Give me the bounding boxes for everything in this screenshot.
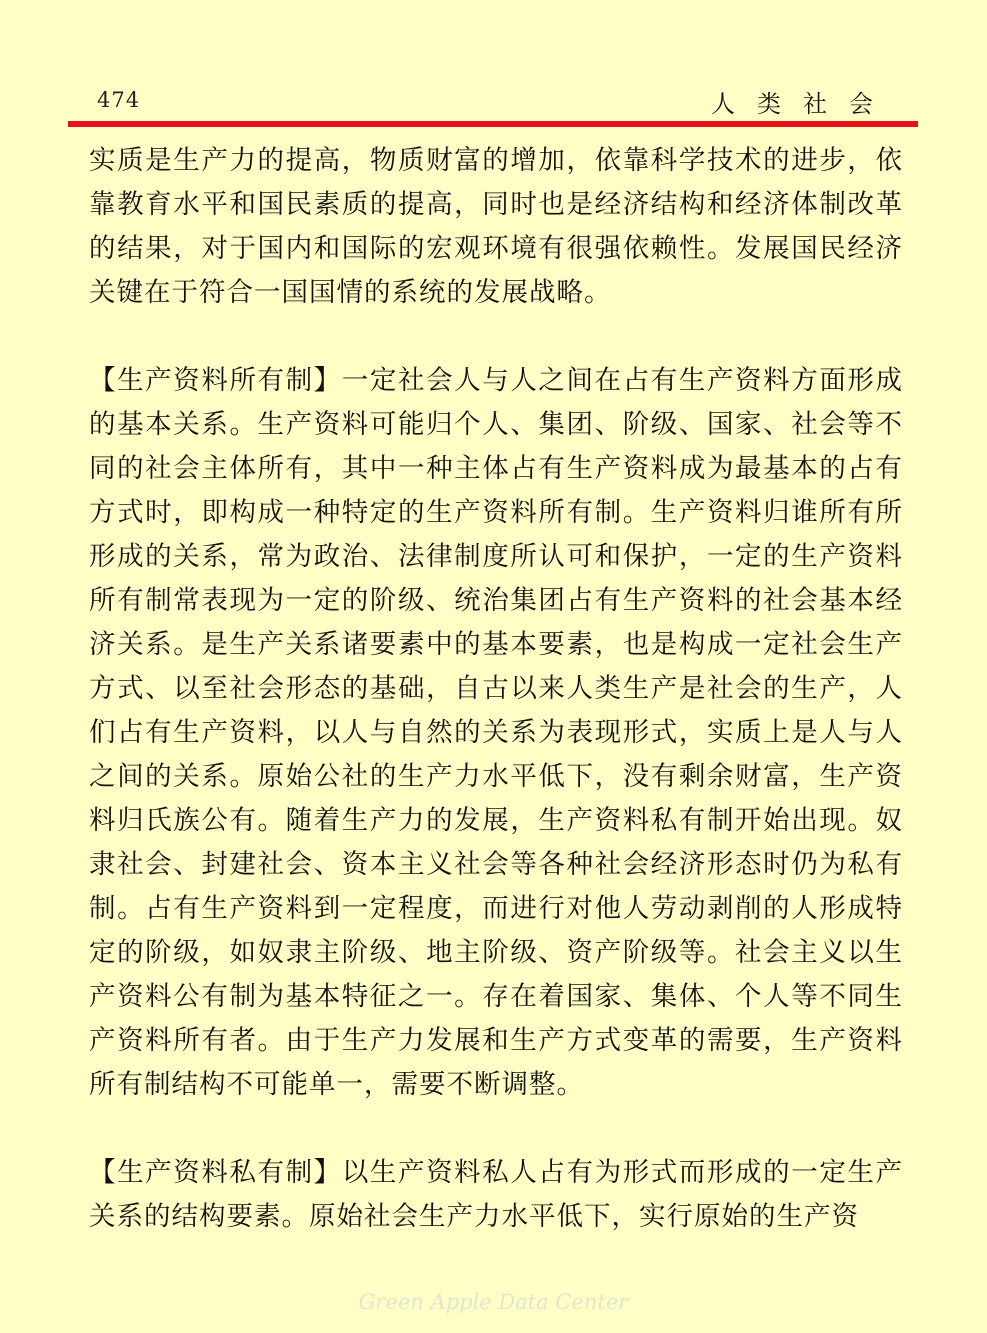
paragraph-text: 实质是生产力的提高，物质财富的增加，依靠科学技术的进步，依靠教育水平和国民素质的提高，同时也是经济结构和经济体制改革的结果，对于国内和国际的宏观环境有很强依赖性。发展国民经济关键在于符合一国国情的系统的发展战略。 [89, 145, 903, 308]
entry-term: 【生产资料所有制】 [89, 365, 342, 396]
entry-term: 【生产资料私有制】 [89, 1157, 342, 1188]
entry-text: 以生产资料私人占有为形式而形成的一定生产关系的结构要素。原始社会生产力水平低下，实行原始的生产资 [89, 1157, 904, 1232]
running-title: 人类社会 [711, 90, 895, 118]
page-body [89, 139, 903, 1239]
entry-private-ownership [89, 1151, 903, 1239]
paragraph-continuation [89, 139, 903, 315]
page-number: 474 [97, 88, 141, 112]
header-rule [68, 121, 918, 127]
entry-text: 一定社会人与人之间在占有生产资料方面形成的基本关系。生产资料可能归个人、集团、阶级、国家、社会等不同的社会主体所有，其中一种主体占有生产资料成为最基本的占有方式时，即构成一种特定的生产资料所有制。生产资料归谁所有所形成的关系，常为政治、法律制度所认可和保护，一定的生产资料所有制常表现为一定的阶级、统治集团占有生产资料的社会基本经济关系。是生产关系诸要素中的基本要素，也是构成一定社会生产方式、以至社会形态的基础，自古以来人类生产是社会的生产，人们占有生产资料，以人与自然的关系为表现形式，实质上是人与人之间的关系。原始公社的生产力水平低下，没有剩余财富，生产资料归氏族公有。随着生产力的发展，生产资料私有制开始出现。奴隶社会、封建社会、资本主义社会等各种社会经济形态时仍为私有制。占有生产资料到一定程度，而进行对他人劳动剥削的人形成特定的阶级，如奴隶主阶级、地主阶级、资产阶级等。社会主义以生产资料公有制为基本特征之一。存在着国家、集体、个人等不同生产资料所有者。由于生产力发展和生产方式变革的需要，生产资料所有制结构不可能单一，需要不断调整。 [89, 365, 904, 1100]
entry-means-of-production-ownership [89, 359, 903, 1107]
watermark: Green Apple Data Center [358, 1290, 629, 1314]
